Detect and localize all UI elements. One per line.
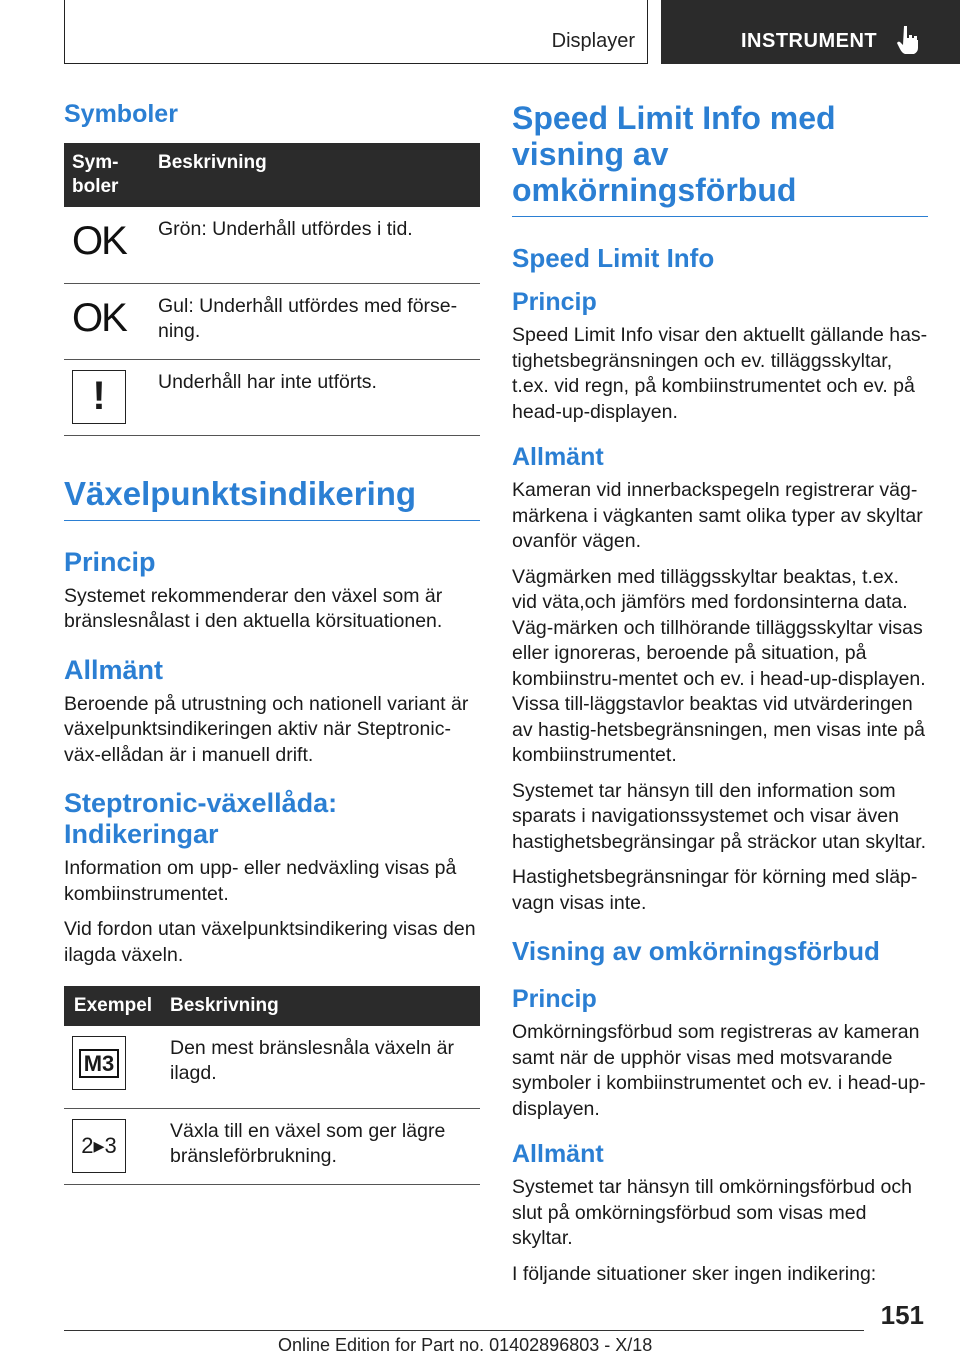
symbols-col-header: Sym‐ boler <box>64 143 150 207</box>
sli-general-p2: Vägmärken med tilläggsskyltar beaktas, t.ex. vid väta,och jämförs med fordonsinterna data. Väg‐märken och tillhörande tilläggsskyltar visas eller ignoreras, beroende på situation, på kombiinstru‐mentet och ev. i head-up-displayen. Vissa till‐läggstavlor beaktas vid utvärderingen av hastig‐hetsbegränsningen, men visas inte på kombiinstrumentet. <box>512 565 926 766</box>
principle-text: Systemet rekommenderar den växel som är bränslesnålast i den aktuella körsituationen. <box>64 584 443 632</box>
header-tab-instrument <box>661 0 960 64</box>
gear-m3-icon <box>72 1036 126 1090</box>
description-cell: Den mest bränslesnåla växeln är ilagd. <box>162 1026 480 1108</box>
overtake-principle-text: Omkörningsförbud som registreras av kameran samt när de upphör visas med motsvarande symboler i kombiinstrumentet och ev. i head-up-displayen. <box>512 1021 926 1120</box>
general-heading: Allmänt <box>64 654 164 685</box>
ok-green-icon: OK <box>72 219 126 263</box>
exclamation-glyph: ! <box>92 374 106 418</box>
header-tab-displays <box>64 0 648 64</box>
header-section-label: Displayer <box>551 30 635 52</box>
steptronic-text-1: Information om upp- eller nedväxling visas på kombiinstrumentet. <box>64 857 457 905</box>
header-chapter-label: INSTRUMENT <box>741 30 878 52</box>
table-row <box>64 207 480 283</box>
overtake-principle-heading: Princip <box>512 985 597 1013</box>
table-row <box>64 359 480 435</box>
symbols-table-header <box>64 143 480 207</box>
sli-heading: Speed Limit Info <box>512 243 715 273</box>
gear-m3-glyph: M3 <box>79 1049 120 1078</box>
sli-general-p4: Hastighetsbegränsningar för körning med släp‐vagn visas inte. <box>512 866 918 914</box>
steptronic-text-2: Vid fordon utan växelpunktsindikering visas den ilagda växeln. <box>64 918 476 966</box>
gear-indicator-heading: Växelpunktsindikering <box>64 476 480 521</box>
ok-yellow-icon: OK <box>72 295 126 340</box>
footer-divider <box>64 1330 864 1331</box>
example-table-header <box>64 986 480 1026</box>
gear-shift-up-icon <box>72 1119 126 1173</box>
description-cell: Växla till en växel som ger lägre bränsleförbrukning. <box>162 1108 480 1184</box>
symbol-cell <box>64 207 150 283</box>
description-cell: Grön: Underhåll utfördes i tid. <box>150 207 480 283</box>
left-column <box>64 100 480 1185</box>
symbols-table <box>64 143 480 436</box>
symbols-heading: Symboler <box>64 100 178 128</box>
sli-principle-text: Speed Limit Info visar den aktuellt gällande has‐tighetsbegränsningen och ev. tilläggsskyltar, t.ex. vid regn, på kombiinstrumentet och ev. på head-up-displayen. <box>512 324 928 423</box>
overtake-general-p2: I följande situationer sker ingen indikering: <box>512 1262 877 1285</box>
sli-general-heading: Allmänt <box>512 443 604 471</box>
principle-heading: Princip <box>64 546 156 577</box>
sli-general-p3: Systemet tar hänsyn till den information som sparats i navigationssystemet och visar även hastighetsbegränsingar på sträckor utan skyltar. <box>512 779 927 853</box>
general-text: Beroende på utrustning och nationell variant är växelpunktsindikeringen aktiv när Steptronic-väx‐ellådan är i manuell drift. <box>64 692 469 766</box>
footer-edition-text: Online Edition for Part no. 01402896803 - X/18 <box>278 1335 653 1355</box>
steptronic-heading: Steptronic-växellåda: Indikeringar <box>64 788 338 849</box>
speed-limit-main-heading: Speed Limit Info med visning av omkörningsförbud <box>512 100 928 217</box>
overtake-heading: Visning av omkörningsförbud <box>512 936 880 966</box>
right-column <box>512 100 928 1297</box>
example-col-header: Exempel <box>64 986 162 1026</box>
hand-pointer-icon <box>897 24 921 54</box>
example-symbol-cell <box>64 1108 162 1184</box>
symbol-cell <box>64 359 150 435</box>
overtake-general-heading: Allmänt <box>512 1140 604 1168</box>
overtake-general-p1: Systemet tar hänsyn till omkörningsförbud och slut på omkörningsförbud som visas med skyltar. <box>512 1176 912 1249</box>
table-row <box>64 283 480 359</box>
table-row <box>64 1108 480 1184</box>
description-cell: Underhåll har inte utförts. <box>150 359 480 435</box>
sli-principle-heading: Princip <box>512 288 597 316</box>
sli-general-p1: Kameran vid innerbackspegeln registrerar väg‐märkena i vägkanten samt olika typer av skyltar ovanför vägen. <box>512 479 923 552</box>
table-row <box>64 1026 480 1108</box>
description-cell: Gul: Underhåll utfördes med förse‐ ning. <box>150 283 480 359</box>
example-table <box>64 986 480 1185</box>
description-col-header: Beskrivning <box>150 143 480 207</box>
description-col-header: Beskrivning <box>162 986 480 1026</box>
gear-shift-glyph: 2▸3 <box>81 1133 117 1158</box>
maintenance-warning-icon <box>72 370 126 424</box>
example-symbol-cell <box>64 1026 162 1108</box>
page-number: 151 <box>880 1300 924 1330</box>
symbol-cell <box>64 283 150 359</box>
